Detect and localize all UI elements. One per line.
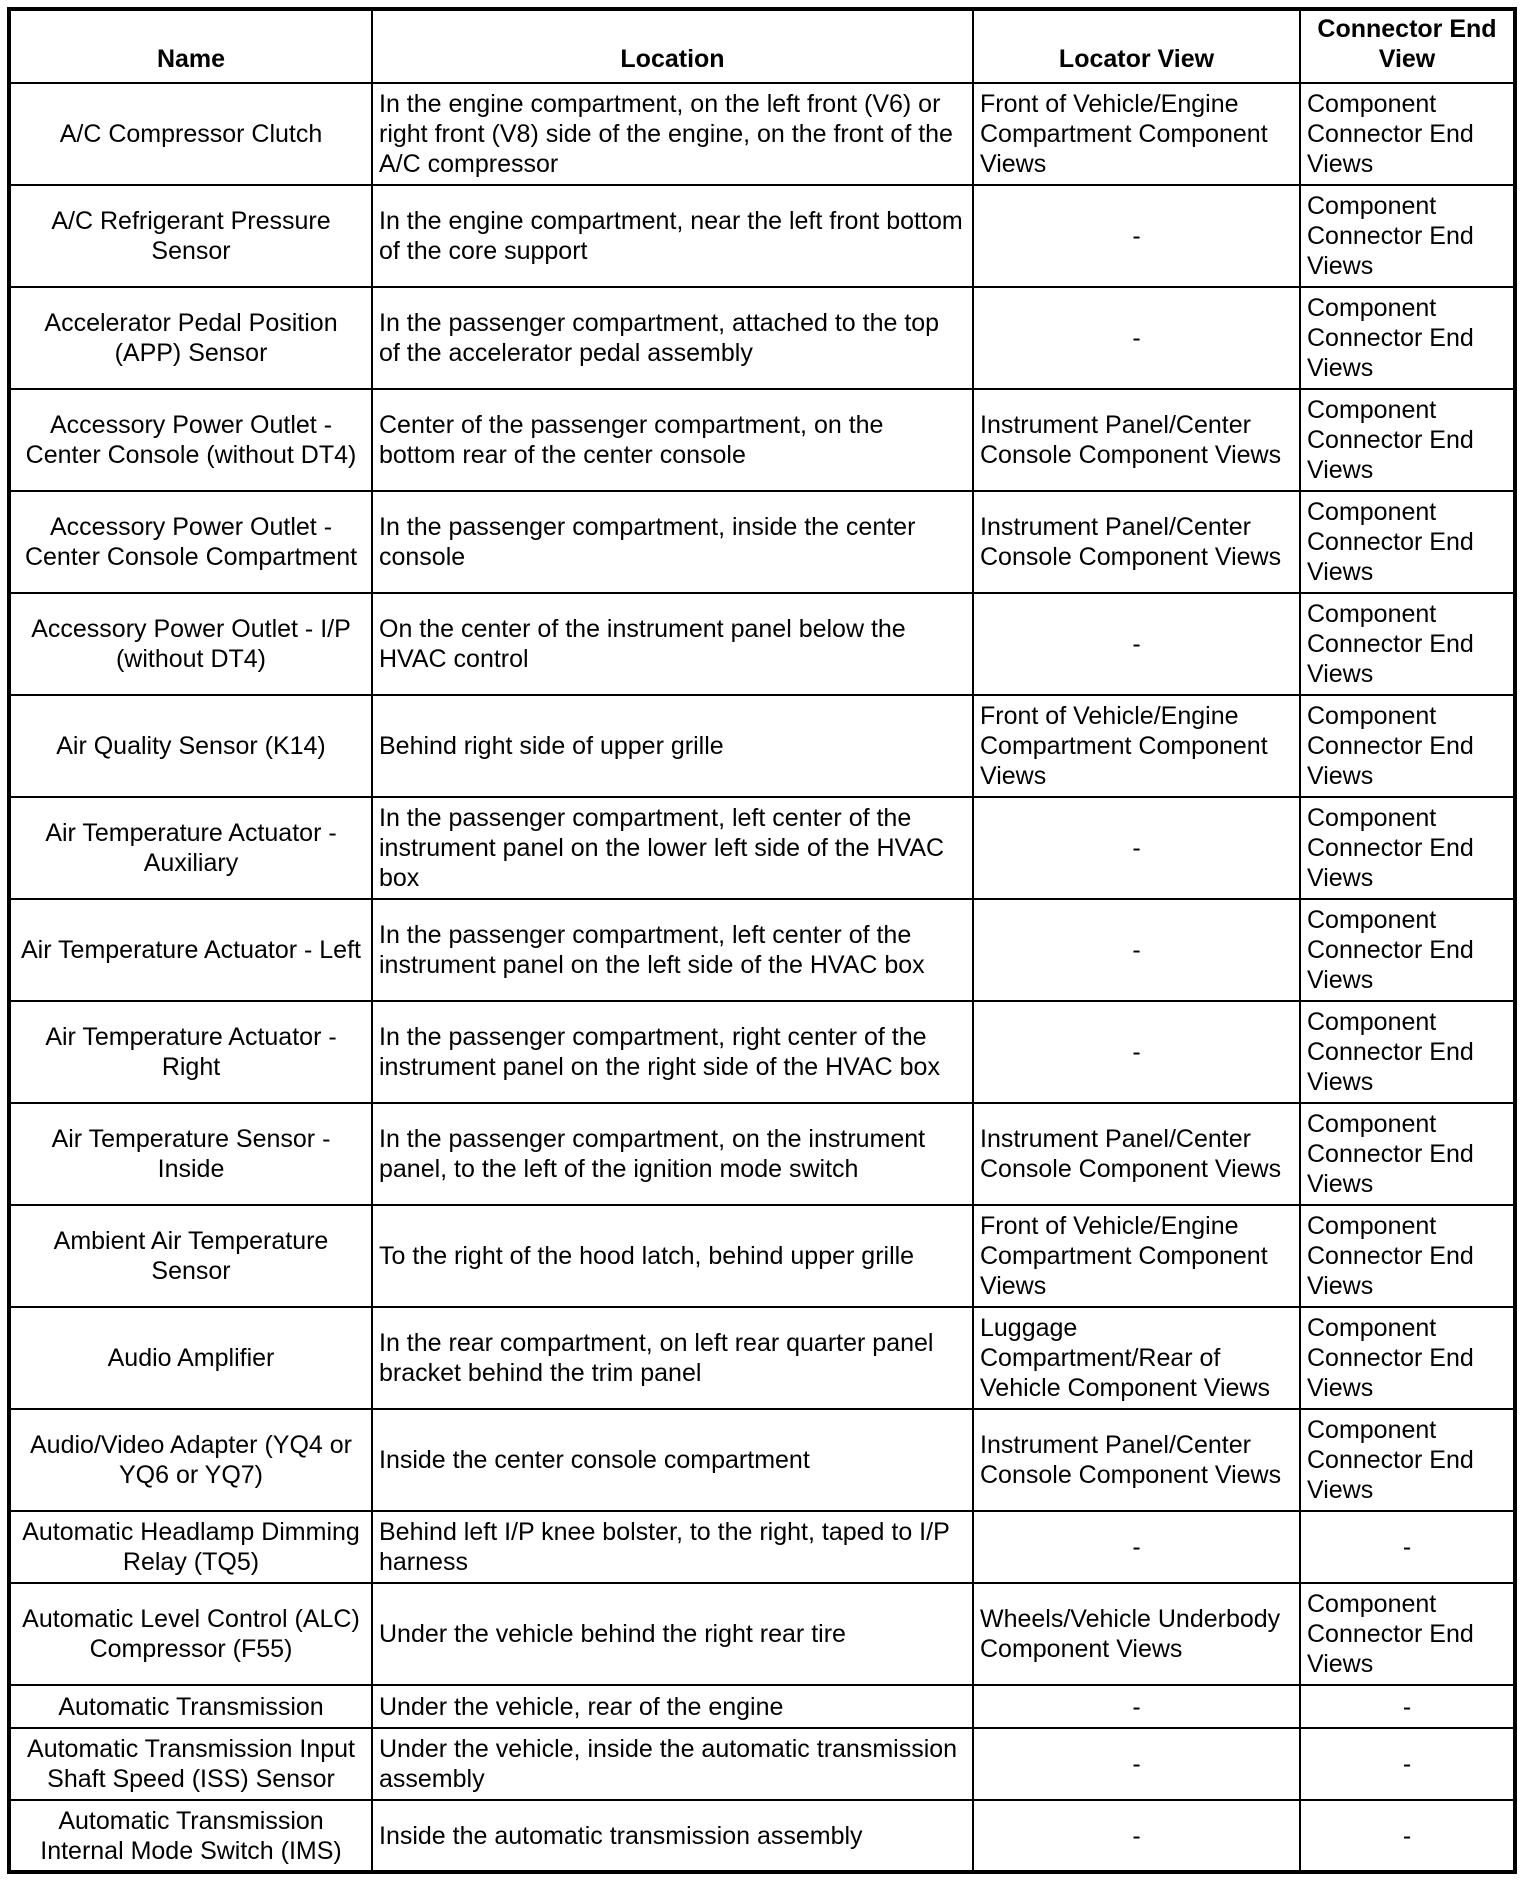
cell-locator-view: - [973, 1685, 1300, 1728]
cell-locator-view: Front of Vehicle/Engine Compartment Component Views [973, 83, 1300, 185]
cell-location: Behind left I/P knee bolster, to the right, taped to I/P harness [372, 1511, 973, 1583]
cell-name: Audio/Video Adapter (YQ4 or YQ6 or YQ7) [9, 1409, 372, 1511]
cell-connector-end-view: Component Connector End Views [1300, 83, 1515, 185]
cell-name: A/C Refrigerant Pressure Sensor [9, 185, 372, 287]
cell-location: In the passenger compartment, attached to the top of the accelerator pedal assembly [372, 287, 973, 389]
cell-locator-view: Instrument Panel/Center Console Component Views [973, 491, 1300, 593]
table-row [9, 83, 1515, 185]
cell-connector-end-view: Component Connector End Views [1300, 695, 1515, 797]
cell-connector-end-view: Component Connector End Views [1300, 593, 1515, 695]
cell-name: Air Temperature Sensor - Inside [9, 1103, 372, 1205]
cell-name: Accessory Power Outlet - I/P (without DT4) [9, 593, 372, 695]
cell-connector-end-view: Component Connector End Views [1300, 1307, 1515, 1409]
cell-location: On the center of the instrument panel below the HVAC control [372, 593, 973, 695]
cell-locator-view: - [973, 1728, 1300, 1800]
cell-name: Accessory Power Outlet - Center Console (without DT4) [9, 389, 372, 491]
table-row [9, 1001, 1515, 1103]
table-row [9, 1685, 1515, 1728]
cell-location: In the passenger compartment, left center of the instrument panel on the lower left side of the HVAC box [372, 797, 973, 899]
cell-locator-view: - [973, 287, 1300, 389]
cell-name: Automatic Transmission [9, 1685, 372, 1728]
table-row [9, 389, 1515, 491]
cell-connector-end-view: Component Connector End Views [1300, 1583, 1515, 1685]
cell-location: In the passenger compartment, on the instrument panel, to the left of the ignition mode switch [372, 1103, 973, 1205]
header-locator-view: Locator View [973, 9, 1300, 83]
table-row [9, 797, 1515, 899]
table-row [9, 593, 1515, 695]
header-name: Name [9, 9, 372, 83]
cell-location: Inside the center console compartment [372, 1409, 973, 1511]
cell-location: In the passenger compartment, inside the center console [372, 491, 973, 593]
cell-connector-end-view: - [1300, 1800, 1515, 1872]
cell-location: In the passenger compartment, right center of the instrument panel on the right side of the HVAC box [372, 1001, 973, 1103]
header-location: Location [372, 9, 973, 83]
table-row [9, 695, 1515, 797]
cell-location: Under the vehicle, rear of the engine [372, 1685, 973, 1728]
cell-name: Automatic Transmission Input Shaft Speed (ISS) Sensor [9, 1728, 372, 1800]
cell-connector-end-view: Component Connector End Views [1300, 797, 1515, 899]
cell-connector-end-view: Component Connector End Views [1300, 1103, 1515, 1205]
table-row [9, 287, 1515, 389]
cell-connector-end-view: - [1300, 1685, 1515, 1728]
cell-name: Accelerator Pedal Position (APP) Sensor [9, 287, 372, 389]
cell-locator-view: Instrument Panel/Center Console Component Views [973, 1103, 1300, 1205]
header-connector-end-view: Connector End View [1300, 9, 1515, 83]
cell-name: Automatic Level Control (ALC) Compressor (F55) [9, 1583, 372, 1685]
cell-locator-view: Instrument Panel/Center Console Component Views [973, 1409, 1300, 1511]
cell-name: Audio Amplifier [9, 1307, 372, 1409]
cell-connector-end-view: Component Connector End Views [1300, 389, 1515, 491]
table-row [9, 899, 1515, 1001]
cell-connector-end-view: Component Connector End Views [1300, 287, 1515, 389]
cell-location: In the engine compartment, near the left front bottom of the core support [372, 185, 973, 287]
cell-location: To the right of the hood latch, behind upper grille [372, 1205, 973, 1307]
cell-locator-view: - [973, 1800, 1300, 1872]
cell-locator-view: Luggage Compartment/Rear of Vehicle Component Views [973, 1307, 1300, 1409]
table-row [9, 1307, 1515, 1409]
cell-connector-end-view: Component Connector End Views [1300, 1409, 1515, 1511]
component-locator-table [7, 7, 1517, 1874]
cell-locator-view: Front of Vehicle/Engine Compartment Component Views [973, 1205, 1300, 1307]
cell-connector-end-view: Component Connector End Views [1300, 185, 1515, 287]
table-row [9, 1800, 1515, 1872]
table-row [9, 1409, 1515, 1511]
cell-location: Under the vehicle behind the right rear tire [372, 1583, 973, 1685]
cell-location: Behind right side of upper grille [372, 695, 973, 797]
cell-name: Air Temperature Actuator - Right [9, 1001, 372, 1103]
table-row [9, 491, 1515, 593]
cell-connector-end-view: Component Connector End Views [1300, 899, 1515, 1001]
cell-name: Ambient Air Temperature Sensor [9, 1205, 372, 1307]
table-row [9, 1205, 1515, 1307]
table-row [9, 185, 1515, 287]
table-row [9, 1728, 1515, 1800]
table-row [9, 1511, 1515, 1583]
cell-name: Automatic Transmission Internal Mode Switch (IMS) [9, 1800, 372, 1872]
cell-locator-view: Front of Vehicle/Engine Compartment Component Views [973, 695, 1300, 797]
cell-connector-end-view: Component Connector End Views [1300, 491, 1515, 593]
cell-name: Air Temperature Actuator - Left [9, 899, 372, 1001]
cell-name: A/C Compressor Clutch [9, 83, 372, 185]
cell-location: Under the vehicle, inside the automatic transmission assembly [372, 1728, 973, 1800]
cell-location: In the engine compartment, on the left front (V6) or right front (V8) side of the engine, on the front of the A/C compressor [372, 83, 973, 185]
cell-location: In the rear compartment, on left rear quarter panel bracket behind the trim panel [372, 1307, 973, 1409]
cell-connector-end-view: Component Connector End Views [1300, 1001, 1515, 1103]
cell-locator-view: - [973, 185, 1300, 287]
table-row [9, 1583, 1515, 1685]
cell-connector-end-view: - [1300, 1511, 1515, 1583]
cell-locator-view: Instrument Panel/Center Console Component Views [973, 389, 1300, 491]
cell-locator-view: - [973, 1511, 1300, 1583]
cell-locator-view: - [973, 899, 1300, 1001]
cell-connector-end-view: Component Connector End Views [1300, 1205, 1515, 1307]
cell-name: Automatic Headlamp Dimming Relay (TQ5) [9, 1511, 372, 1583]
cell-locator-view: - [973, 593, 1300, 695]
header-row [9, 9, 1515, 83]
cell-location: In the passenger compartment, left center of the instrument panel on the left side of the HVAC box [372, 899, 973, 1001]
cell-locator-view: - [973, 1001, 1300, 1103]
table-row [9, 1103, 1515, 1205]
cell-name: Air Quality Sensor (K14) [9, 695, 372, 797]
cell-locator-view: - [973, 797, 1300, 899]
cell-name: Air Temperature Actuator - Auxiliary [9, 797, 372, 899]
cell-name: Accessory Power Outlet - Center Console Compartment [9, 491, 372, 593]
cell-locator-view: Wheels/Vehicle Underbody Component Views [973, 1583, 1300, 1685]
cell-connector-end-view: - [1300, 1728, 1515, 1800]
cell-location: Center of the passenger compartment, on the bottom rear of the center console [372, 389, 973, 491]
cell-location: Inside the automatic transmission assembly [372, 1800, 973, 1872]
